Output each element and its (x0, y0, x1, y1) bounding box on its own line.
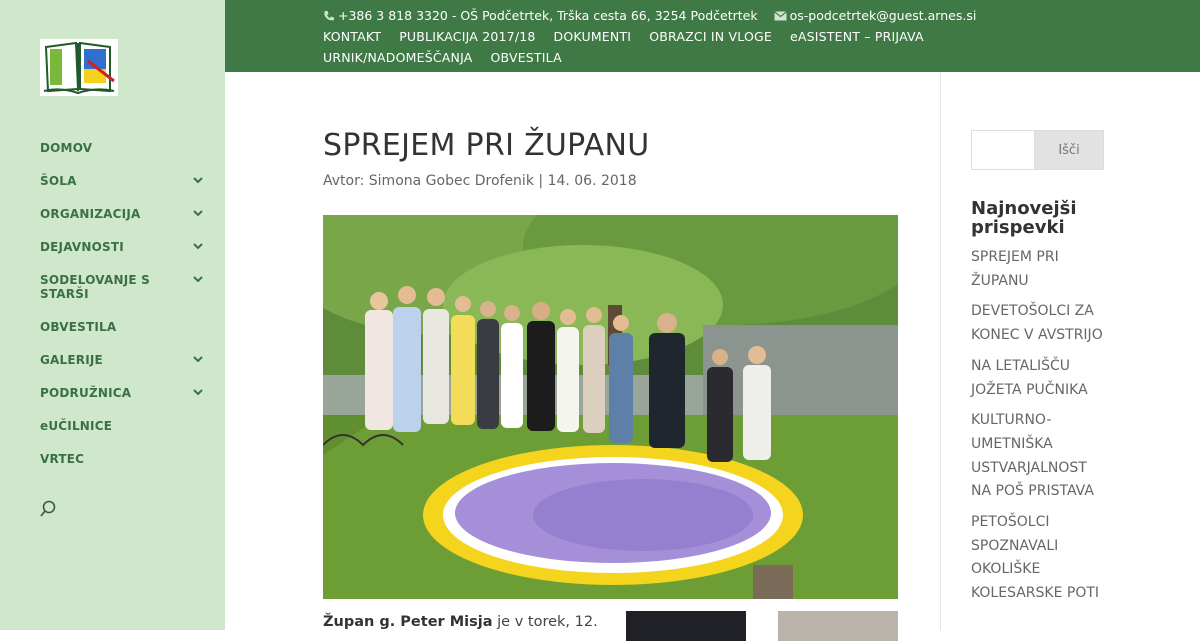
menu-item-label: DEJAVNOSTI (40, 240, 124, 254)
menu-item-sodelovanje-s-starsi[interactable] (40, 268, 205, 315)
post-title: SPREJEM PRI ŽUPANU (323, 128, 650, 163)
sidebar-search-input[interactable] (971, 130, 1035, 170)
sidebar-search-button[interactable]: Išči (1034, 130, 1104, 170)
email-icon (774, 11, 787, 21)
nav-link-obrazci-in-vloge[interactable]: OBRAZCI IN VLOGE (649, 29, 772, 44)
main-menu (40, 136, 205, 480)
chevron-down-icon[interactable] (191, 239, 205, 253)
menu-item-domov[interactable] (40, 136, 205, 169)
top-nav (323, 29, 1063, 66)
post-lead-bold: Župan g. Peter Misja (323, 614, 493, 630)
search-icon[interactable] (38, 499, 58, 519)
recent-post-link[interactable]: DEVETOŠOLCI ZA KONEC V AVSTRIJO (971, 303, 1103, 344)
post-featured-image[interactable] (323, 215, 898, 599)
recent-post-link[interactable]: NA LETALIŠČU JOŽETA PUČNIKA (971, 357, 1088, 398)
recent-post-link[interactable]: KULTURNO-UMETNIŠKA USTVARJALNOST NA POŠ PRISTAVA (971, 412, 1094, 500)
menu-item-label: PODRUŽNICA (40, 386, 132, 400)
menu-item-label: VRTEC (40, 452, 85, 466)
chevron-down-icon[interactable] (191, 206, 205, 220)
post-lead-text: je v torek, 12. (492, 614, 598, 630)
menu-item-galerije[interactable] (40, 348, 205, 381)
group-photo-image (323, 215, 898, 599)
phone-icon (323, 10, 335, 22)
menu-item-label: SODELOVANJE S STARŠI (40, 273, 150, 301)
menu-item-label: ORGANIZACIJA (40, 207, 141, 221)
menu-item-label: GALERIJE (40, 353, 103, 367)
menu-item-dejavnosti[interactable] (40, 235, 205, 268)
post-lead (323, 614, 598, 630)
school-logo[interactable] (40, 39, 118, 96)
post-meta: Avtor: Simona Gobec Drofenik | 14. 06. 2018 (323, 173, 637, 189)
chevron-down-icon[interactable] (191, 272, 205, 286)
book-logo-icon (40, 39, 118, 96)
recent-posts-list (971, 246, 1106, 613)
contact-email[interactable]: os-podcetrtek@guest.arnes.si (789, 8, 977, 23)
nav-link-urnik[interactable]: URNIK/NADOMEŠČANJA (323, 50, 473, 65)
top-bar (225, 0, 1200, 72)
chevron-down-icon[interactable] (191, 352, 205, 366)
recent-post-link[interactable]: SPREJEM PRI ŽUPANU (971, 249, 1059, 289)
gallery-thumbnail[interactable] (626, 611, 746, 641)
menu-item-eucilnice[interactable] (40, 414, 205, 447)
chevron-down-icon[interactable] (191, 173, 205, 187)
nav-link-publikacija[interactable]: PUBLIKACIJA 2017/18 (399, 29, 536, 44)
nav-link-easistent[interactable]: eASISTENT – PRIJAVA (790, 29, 924, 44)
menu-item-podruznica[interactable] (40, 381, 205, 414)
contact-info (323, 8, 976, 23)
recent-posts-title: Najnovejši prispevki (971, 198, 1077, 238)
left-sidebar (0, 0, 225, 630)
column-divider (940, 72, 941, 630)
nav-link-obvestila[interactable]: OBVESTILA (490, 50, 562, 65)
nav-link-dokumenti[interactable]: DOKUMENTI (553, 29, 632, 44)
recent-post-link[interactable]: PETOŠOLCI SPOZNAVALI OKOLIŠKE KOLESARSKE POTI (971, 514, 1100, 602)
chevron-down-icon[interactable] (191, 385, 205, 399)
menu-item-vrtec[interactable] (40, 447, 205, 480)
menu-item-label: OBVESTILA (40, 320, 117, 334)
menu-item-obvestila[interactable] (40, 315, 205, 348)
menu-item-label: eUČILNICE (40, 419, 113, 433)
menu-item-label: ŠOLA (40, 174, 77, 188)
nav-link-kontakt[interactable]: KONTAKT (323, 29, 382, 44)
menu-item-organizacija[interactable] (40, 202, 205, 235)
contact-phone-address[interactable]: +386 3 818 3320 - OŠ Podčetrtek, Trška cesta 66, 3254 Podčetrtek (338, 8, 758, 23)
menu-item-sola[interactable] (40, 169, 205, 202)
gallery-thumbnail[interactable] (778, 611, 898, 641)
menu-item-label: DOMOV (40, 141, 93, 155)
